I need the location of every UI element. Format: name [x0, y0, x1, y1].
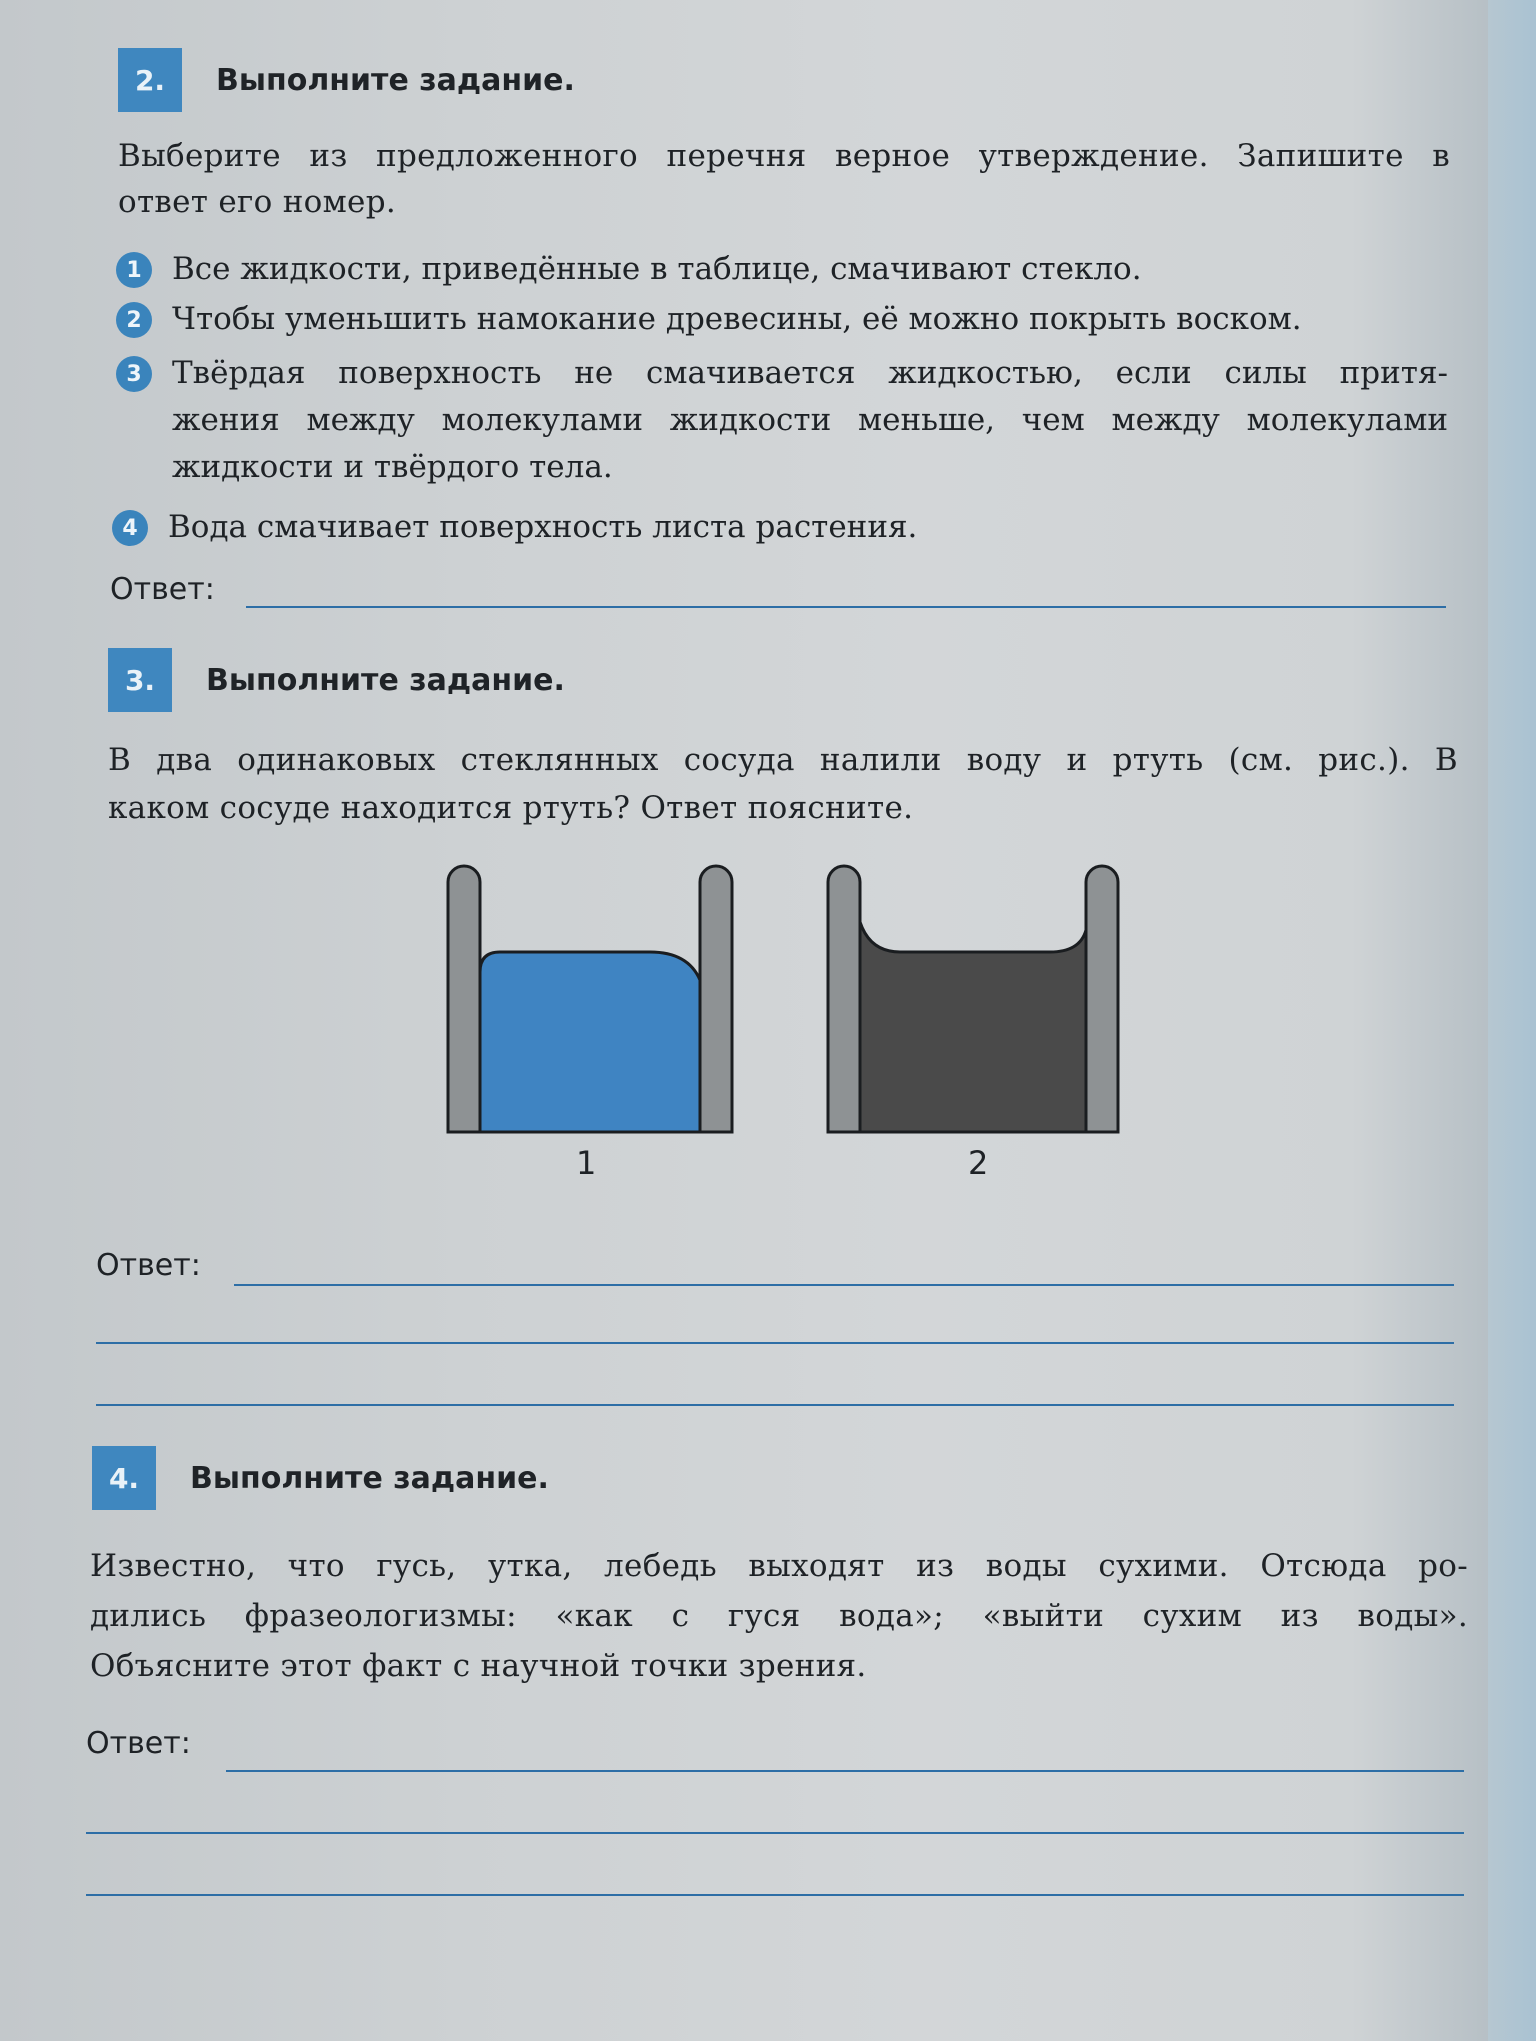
page-edge-strip	[1488, 0, 1536, 2041]
vessel-2-right-wall	[1086, 866, 1118, 1132]
task-3-text-line-2: каком сосуде находится ртуть? Ответ поясните.	[108, 790, 914, 826]
task-2-option-3	[116, 350, 1456, 491]
task-3-header	[108, 648, 565, 712]
vessel-1-left-wall	[448, 866, 480, 1132]
task-2-intro-line-2: ответ его номер.	[118, 184, 397, 220]
task-2-option-1	[116, 246, 1456, 293]
option-number-1: 1	[116, 252, 152, 288]
vessel-2	[828, 866, 1118, 1132]
option-4-text: Вода смачивает поверхность листа растения.	[168, 509, 918, 545]
task-2-number-badge: 2.	[118, 48, 182, 112]
task-2-header	[118, 48, 575, 112]
task-4-header	[92, 1446, 549, 1510]
task-4-text-line-1: Известно, что гусь, утка, лебедь выходят из воды сухими. Отсюда ро-	[90, 1548, 1468, 1584]
task-4-answer-line-3[interactable]	[86, 1894, 1464, 1896]
task-4-title: Выполните задание.	[190, 1460, 549, 1496]
option-1-text: Все жидкости, приведённые в таблице, смачивают стекло.	[172, 251, 1142, 287]
vessel-1	[448, 866, 732, 1132]
task-2-option-4	[112, 504, 1452, 551]
vessel-1-label: 1	[576, 1144, 597, 1182]
task-2-title: Выполните задание.	[216, 62, 575, 98]
option-3-line-2: жения между молекулами жидкости меньше, чем между молекулами	[172, 402, 1448, 438]
option-number-2: 2	[116, 302, 152, 338]
task-4-answer-label: Ответ:	[86, 1726, 191, 1761]
option-number-4: 4	[112, 510, 148, 546]
task-4-text-line-3: Объясните этот факт с научной точки зрения.	[90, 1648, 867, 1684]
task-4-number-badge: 4.	[92, 1446, 156, 1510]
task-2-intro-line-1: Выберите из предложенного перечня верное утверждение. Запишите в	[118, 138, 1450, 174]
vessel-2-mercury	[860, 922, 1086, 1132]
task-3-answer-label: Ответ:	[96, 1248, 201, 1283]
vessel-2-left-wall	[828, 866, 860, 1132]
vessel-1-right-wall	[700, 866, 732, 1132]
task-3-answer-line-3[interactable]	[96, 1404, 1454, 1406]
task-2-answer-line[interactable]	[246, 606, 1446, 608]
vessel-2-label: 2	[968, 1144, 989, 1182]
task-4-text-line-2: дились фразеологизмы: «как с гуся вода»; «выйти сухим из воды».	[90, 1598, 1468, 1634]
option-number-3: 3	[116, 356, 152, 392]
vessel-1-water	[480, 952, 700, 1132]
option-2-text: Чтобы уменьшить намокание древесины, её можно покрыть воском.	[172, 301, 1302, 337]
task-3-answer-line-1[interactable]	[234, 1284, 1454, 1286]
task-3-title: Выполните задание.	[206, 662, 565, 698]
task-2-answer-label: Ответ:	[110, 572, 215, 607]
option-3-text	[172, 350, 1448, 491]
task-3-answer-line-2[interactable]	[96, 1342, 1454, 1344]
task-4-answer-line-1[interactable]	[226, 1770, 1464, 1772]
task-3-number-badge: 3.	[108, 648, 172, 712]
task-3-text-line-1: В два одинаковых стеклянных сосуда налили воду и ртуть (см. рис.). В	[108, 742, 1458, 778]
task-2-option-2	[116, 296, 1456, 343]
option-3-line-1: Твёрдая поверхность не смачивается жидкостью, если силы притя-	[172, 355, 1448, 391]
task-4-answer-line-2[interactable]	[86, 1832, 1464, 1834]
option-3-line-3: жидкости и твёрдого тела.	[172, 449, 613, 485]
vessels-figure	[430, 852, 1130, 1152]
